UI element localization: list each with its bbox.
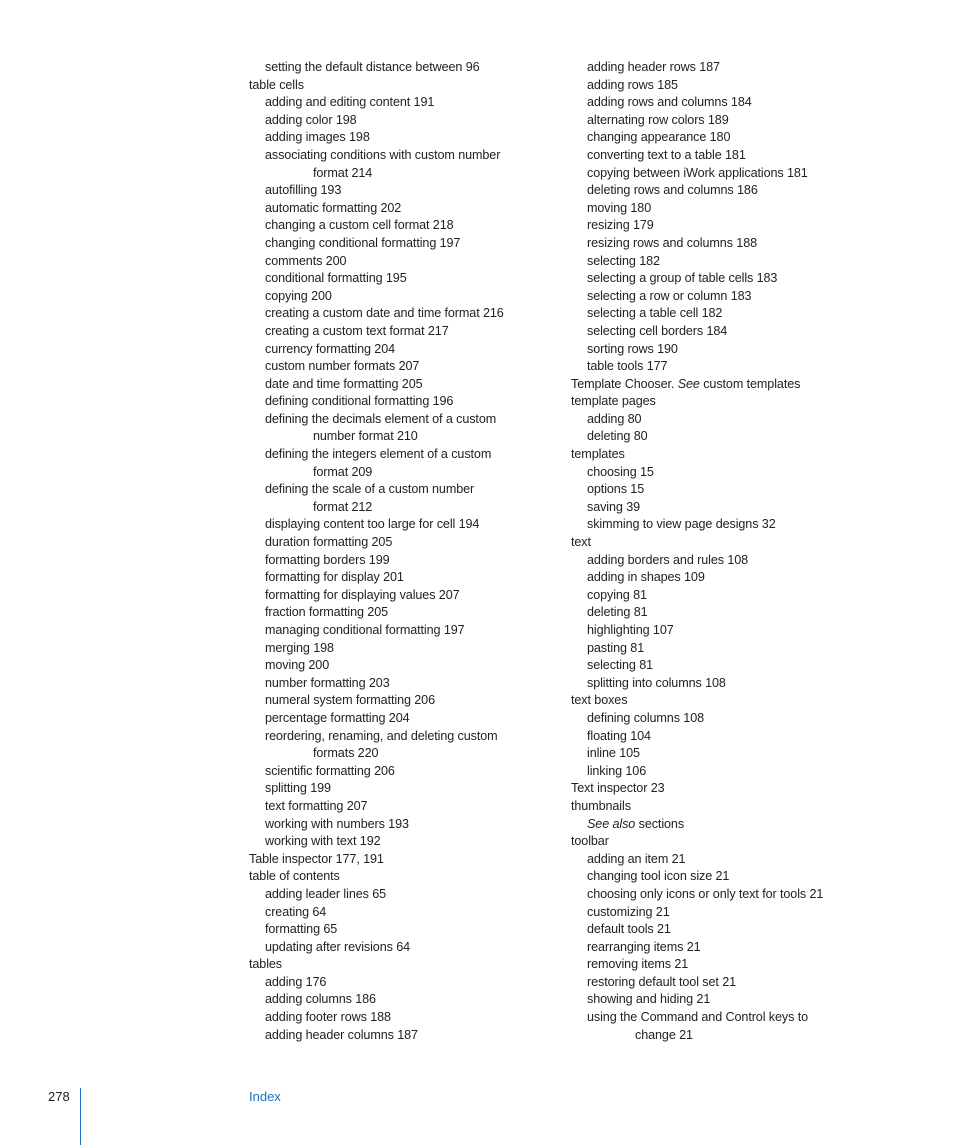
index-heading: tables: [249, 957, 283, 972]
index-subentry: pasting 81: [587, 640, 645, 655]
index-subentry: custom number formats 207: [265, 359, 420, 374]
index-subentry: selecting a group of table cells 183: [587, 271, 778, 286]
index-column-left: [249, 59, 549, 1044]
index-subentry: copying between iWork applications 181: [587, 165, 808, 180]
index-heading: table of contents: [249, 869, 340, 884]
index-subentry: reordering, renaming, and deleting custom: [265, 728, 498, 743]
index-subentry: adding footer rows 188: [265, 1010, 391, 1025]
index-subentry: moving 180: [587, 200, 652, 215]
index-subentry: creating 64: [265, 904, 327, 919]
index-subentry: choosing 15: [587, 464, 654, 479]
index-subentry: duration formatting 205: [265, 535, 393, 550]
entry-text: Template Chooser.: [571, 376, 678, 391]
index-subentry: default tools 21: [587, 922, 671, 937]
index-subentry: skimming to view page designs 32: [587, 517, 776, 532]
page-number: 278: [48, 1089, 70, 1104]
index-continuation: change 21: [635, 1027, 693, 1042]
index-subentry: adding rows and columns 184: [587, 95, 752, 110]
index-subentry: comments 200: [265, 253, 347, 268]
index-subentry: working with numbers 193: [265, 816, 409, 831]
index-subentry: selecting cell borders 184: [587, 323, 728, 338]
index-subentry: adding an item 21: [587, 851, 686, 866]
index-subentry: changing conditional formatting 197: [265, 235, 461, 250]
index-heading: table cells: [249, 77, 304, 92]
index-subentry: rearranging items 21: [587, 939, 701, 954]
index-subentry: sorting rows 190: [587, 341, 678, 356]
index-subentry: deleting rows and columns 186: [587, 183, 758, 198]
index-subentry: choosing only icons or only text for tools 21: [587, 886, 824, 901]
index-subentry: deleting 81: [587, 605, 648, 620]
index-subentry: selecting a row or column 183: [587, 288, 752, 303]
index-subentry: adding color 198: [265, 112, 357, 127]
index-subentry: scientific formatting 206: [265, 763, 395, 778]
index-subentry: defining the integers element of a custom: [265, 447, 492, 462]
index-subentry: table tools 177: [587, 359, 668, 374]
index-subentry: conditional formatting 195: [265, 271, 407, 286]
index-subentry: floating 104: [587, 728, 651, 743]
index-heading: text: [571, 535, 591, 550]
index-subentry: selecting a table cell 182: [587, 306, 723, 321]
index-subentry: defining conditional formatting 196: [265, 394, 454, 409]
index-subentry: removing items 21: [587, 957, 689, 972]
index-subentry: converting text to a table 181: [587, 147, 746, 162]
index-subentry: splitting 199: [265, 781, 331, 796]
index-subentry: copying 81: [587, 587, 647, 602]
index-subentry: options 15: [587, 482, 645, 497]
index-subentry: fraction formatting 205: [265, 605, 389, 620]
index-subentry: autofilling 193: [265, 183, 342, 198]
index-heading: toolbar: [571, 834, 609, 849]
index-subentry: associating conditions with custom number: [265, 147, 501, 162]
footer-section-title: Index: [249, 1089, 281, 1104]
index-subentry: inline 105: [587, 746, 640, 761]
index-subentry: text formatting 207: [265, 798, 368, 813]
index-subentry: adding header rows 187: [587, 60, 720, 74]
index-heading: text boxes: [571, 693, 628, 708]
index-subentry: splitting into columns 108: [587, 675, 726, 690]
index-subentry: selecting 81: [587, 658, 654, 673]
index-subentry: adding rows 185: [587, 77, 678, 92]
index-heading: [571, 376, 871, 394]
index-column-right: [571, 59, 871, 1044]
index-continuation: formats 220: [313, 746, 379, 761]
index-subentry: defining the decimals element of a custom: [265, 411, 497, 426]
index-subentry: percentage formatting 204: [265, 710, 410, 725]
index-subentry: creating a custom text format 217: [265, 323, 449, 338]
index-subentry: linking 106: [587, 763, 647, 778]
index-subentry: creating a custom date and time format 216: [265, 306, 504, 321]
index-subentry: merging 198: [265, 640, 334, 655]
index-subentry: number formatting 203: [265, 675, 390, 690]
index-subentry: adding and editing content 191: [265, 95, 435, 110]
index-heading: thumbnails: [571, 798, 631, 813]
index-subentry: working with text 192: [265, 834, 381, 849]
index-subentry: changing appearance 180: [587, 130, 731, 145]
index-subentry: formatting for displaying values 207: [265, 587, 460, 602]
index-subentry: copying 200: [265, 288, 332, 303]
index-subentry: adding header columns 187: [265, 1027, 418, 1042]
index-subentry: formatting 65: [265, 922, 338, 937]
index-subentry: adding leader lines 65: [265, 886, 387, 901]
index-subentry: selecting 182: [587, 253, 660, 268]
index-subentry: adding borders and rules 108: [587, 552, 749, 567]
index-heading: templates: [571, 447, 625, 462]
index-subentry: [571, 816, 871, 834]
index-subentry: using the Command and Control keys to: [587, 1010, 809, 1025]
index-subentry: showing and hiding 21: [587, 992, 711, 1007]
footer-divider: [80, 1088, 81, 1145]
index-heading: template pages: [571, 394, 656, 409]
index-continuation: format 212: [313, 499, 373, 514]
cross-reference-target: sections: [635, 816, 685, 831]
index-subentry: saving 39: [587, 499, 641, 514]
index-subentry: displaying content too large for cell 194: [265, 517, 480, 532]
index-continuation: number format 210: [313, 429, 418, 444]
index-subentry: moving 200: [265, 658, 330, 673]
index-subentry: adding 176: [265, 974, 327, 989]
index-subentry: formatting borders 199: [265, 552, 390, 567]
cross-reference-label: See also: [587, 816, 636, 831]
index-subentry: resizing rows and columns 188: [587, 235, 757, 250]
cross-reference-label: See: [677, 376, 700, 391]
index-subentry: alternating row colors 189: [587, 112, 729, 127]
index-subentry: date and time formatting 205: [265, 376, 423, 391]
index-subentry: updating after revisions 64: [265, 939, 411, 954]
index-subentry: restoring default tool set 21: [587, 974, 737, 989]
index-subentry: automatic formatting 202: [265, 200, 402, 215]
index-subentry: adding columns 186: [265, 992, 376, 1007]
index-continuation: format 209: [313, 464, 373, 479]
index-subentry: changing tool icon size 21: [587, 869, 730, 884]
index-subentry: defining columns 108: [587, 710, 705, 725]
index-subentry: currency formatting 204: [265, 341, 395, 356]
index-subentry: highlighting 107: [587, 623, 674, 637]
index-subentry: customizing 21: [587, 904, 670, 919]
index-subentry: formatting for display 201: [265, 570, 404, 585]
index-subentry: changing a custom cell format 218: [265, 218, 454, 233]
index-subentry: deleting 80: [587, 429, 648, 444]
index-subentry: adding 80: [587, 411, 642, 426]
index-subentry: numeral system formatting 206: [265, 693, 435, 708]
index-heading: Text inspector 23: [571, 781, 665, 796]
index-subentry: managing conditional formatting 197: [265, 623, 465, 637]
index-subentry: defining the scale of a custom number: [265, 482, 475, 497]
index-subentry: resizing 179: [587, 218, 654, 233]
cross-reference-target: custom templates: [699, 376, 801, 391]
index-subentry: adding images 198: [265, 130, 370, 145]
index-subentry: adding in shapes 109: [587, 570, 705, 585]
index-heading: Table inspector 177, 191: [249, 851, 384, 866]
index-subentry: setting the default distance between 96: [265, 60, 480, 74]
index-continuation: format 214: [313, 165, 373, 180]
